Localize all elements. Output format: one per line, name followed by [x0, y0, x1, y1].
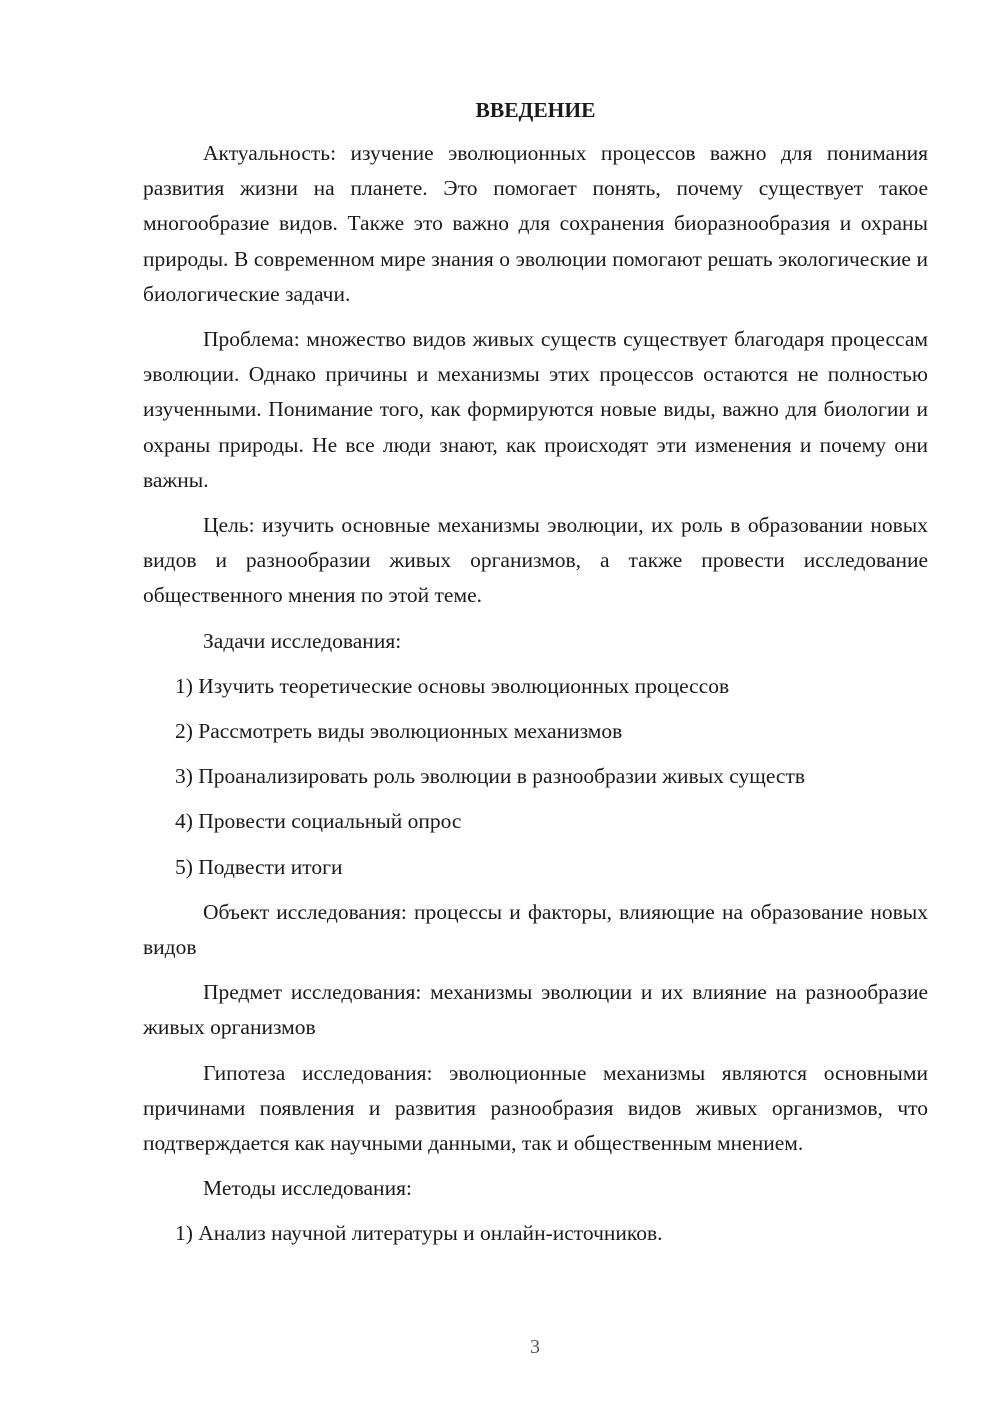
tasks-list	[143, 669, 928, 885]
list-item: 5) Подвести итоги	[175, 854, 343, 879]
goal-paragraph: Цель: изучить основные механизмы эволюции, их роль в образовании новых видов и разнообразии живых организмов, а также провести исследование общественного мнения по этой теме.	[143, 513, 928, 608]
relevance-paragraph: Актуальность: изучение эволюционных процессов важно для понимания развития жизни на планете. Это помогает понять, почему существует такое многообразие видов. Также это важно для сохранения биоразнообразия и охраны природы. В современном мире знания о эволюции помогают решать экологические и биологические задачи.	[143, 141, 928, 306]
page-number: 3	[530, 1336, 540, 1358]
methods-list	[143, 1216, 928, 1251]
list-item: 4) Провести социальный опрос	[175, 809, 462, 834]
problem-paragraph: Проблема: множество видов живых существ существует благодаря процессам эволюции. Однако причины и механизмы этих процессов остаются не полностью изученными. Понимание того, как формируются новые виды, важно для биологии и охраны природы. Не все люди знают, как происходят эти изменения и почему они важны.	[143, 327, 928, 492]
list-item: 1) Анализ научной литературы и онлайн-источников.	[175, 1221, 663, 1246]
hypothesis-paragraph: Гипотеза исследования: эволюционные механизмы являются основными причинами появления и развития разнообразия видов живых организмов, что подтверждается как научными данными, так и общественным мнением.	[143, 1060, 928, 1156]
page-title: ВВЕДЕНИЕ	[475, 98, 596, 122]
subject-paragraph: Предмет исследования: механизмы эволюции и их влияние на разнообразие живых организмов	[143, 980, 928, 1040]
list-item: 2) Рассмотреть виды эволюционных механизмов	[175, 719, 623, 744]
list-item: 3) Проанализировать роль эволюции в разнообразии живых существ	[175, 764, 806, 789]
tasks-heading: Задачи исследования:	[203, 628, 402, 653]
methods-heading: Методы исследования:	[203, 1176, 412, 1201]
object-paragraph: Объект исследования: процессы и факторы, влияющие на образование новых видов	[143, 899, 928, 960]
list-item: 1) Изучить теоретические основы эволюционных процессов	[175, 673, 730, 698]
page-content	[143, 94, 928, 1262]
